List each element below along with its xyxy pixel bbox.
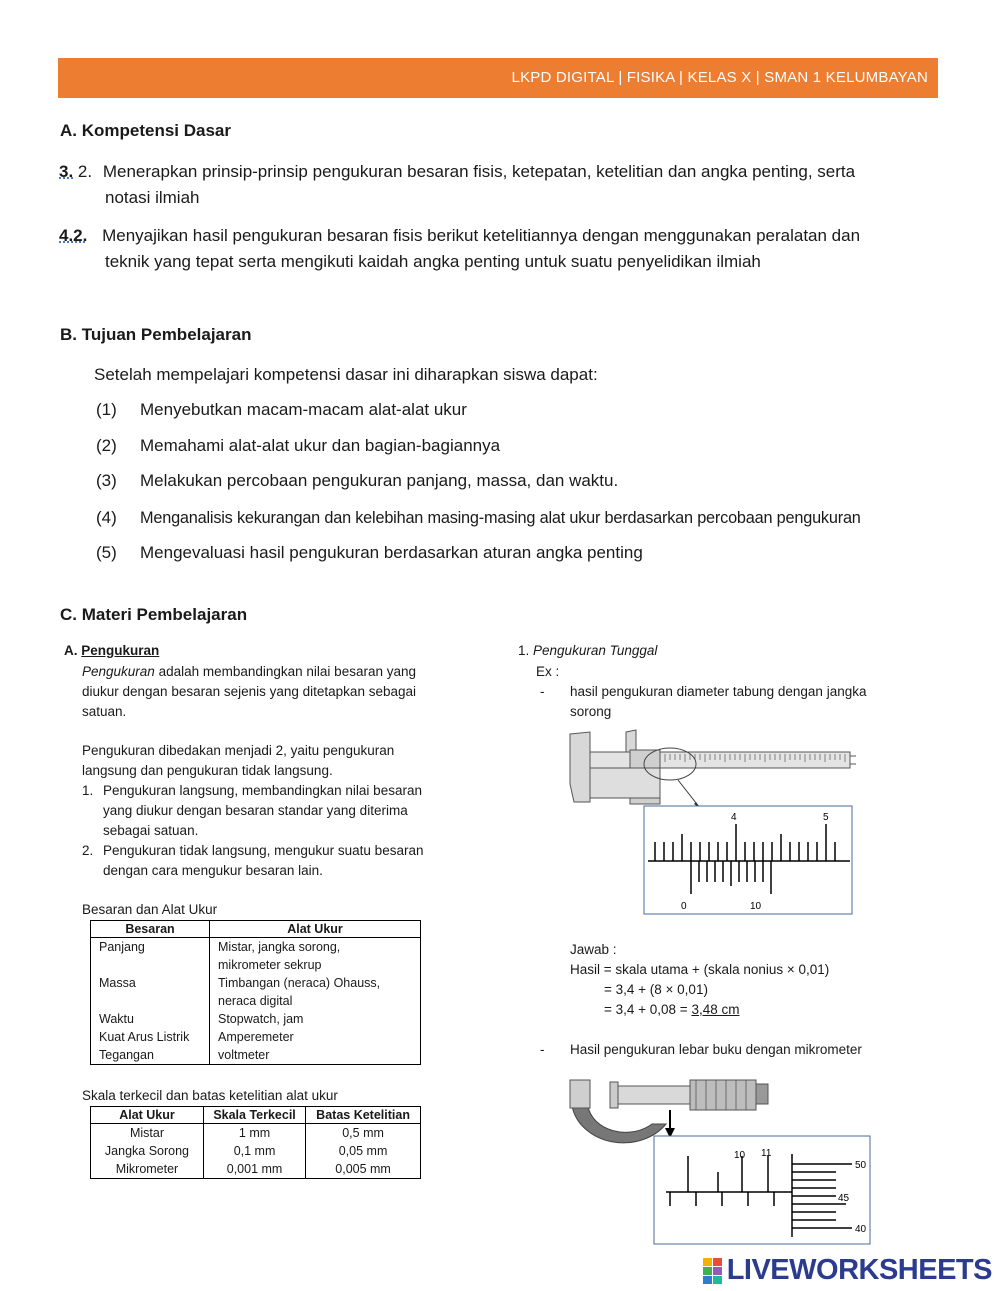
besaran-table: [90, 920, 421, 1065]
types-paragraph: [82, 741, 482, 781]
goal-num: (4): [96, 508, 117, 527]
sub-label: A.: [64, 643, 78, 658]
example-2: Hasil pengukuran lebar buku dengan mikrometer: [570, 1042, 862, 1057]
table-cell: Mistar, jangka sorong,: [210, 938, 421, 957]
table1-caption: Besaran dan Alat Ukur: [82, 902, 218, 917]
table-row: [91, 1124, 421, 1143]
kd-item-1: [59, 159, 855, 185]
vernier-caliper-illustration: [560, 724, 860, 920]
table-header: Alat Ukur: [91, 1107, 204, 1124]
table-cell: voltmeter: [210, 1046, 421, 1065]
table-cell: neraca digital: [210, 992, 421, 1010]
header-text: LKPD DIGITAL | FISIKA | KELAS X | SMAN 1 KELUMBAYAN: [511, 69, 928, 86]
dash: -: [540, 684, 545, 699]
pengukuran-tunggal-title: [518, 641, 657, 661]
caliper-upper-jaw-icon: [626, 730, 636, 752]
definition-paragraph: [82, 662, 482, 722]
list-text: sebagai satuan.: [103, 823, 199, 838]
thimble-label: 40: [855, 1224, 867, 1235]
table-row: [91, 1046, 421, 1065]
table-row: [91, 1160, 421, 1179]
table-cell: Tegangan: [91, 1046, 210, 1065]
list-num: 1.: [82, 783, 94, 798]
section-c-title: C. Materi Pembelajaran: [60, 605, 248, 624]
list-text: dengan cara mengukur besaran lain.: [103, 863, 323, 878]
header-bar: [58, 58, 938, 98]
table-header: Alat Ukur: [210, 921, 421, 938]
sub-title: Pengukuran: [81, 643, 160, 658]
sleeve-label: 11: [761, 1148, 772, 1159]
table-cell: Amperemeter: [210, 1028, 421, 1046]
table-cell: Kuat Arus Listrik: [91, 1028, 210, 1046]
kd-num: 3.: [59, 162, 74, 181]
right-title: Pengukuran Tunggal: [533, 643, 658, 658]
table-cell: 1 mm: [203, 1124, 305, 1143]
kd-text: Menerapkan prinsip-prinsip pengukuran besaran fisis, ketepatan, ketelitian dan angka penting, serta: [102, 162, 856, 181]
table-header: Skala Terkecil: [203, 1107, 305, 1124]
kd-text: Menyajikan hasil pengukuran besaran fisis berikut ketelitiannya dengan menggunakan peralatan dan: [102, 226, 861, 245]
jawab-label: Jawab :: [570, 942, 617, 957]
table-cell: 0,5 mm: [306, 1124, 421, 1143]
table-row: [91, 1010, 421, 1028]
nonius-label: 0: [681, 901, 687, 912]
micrometer-sleeve: [618, 1086, 690, 1104]
types-text: langsung dan pengukuran tidak langsung.: [82, 763, 333, 778]
thimble-label: 45: [838, 1193, 850, 1204]
list-num: 2.: [82, 843, 94, 858]
goal-num: (5): [96, 543, 117, 562]
table-cell: Mistar: [91, 1124, 204, 1143]
liveworksheets-logo[interactable]: [703, 1254, 992, 1287]
goal-num: (3): [96, 471, 117, 490]
main-label: 4: [731, 812, 737, 823]
skala-table: [90, 1106, 421, 1179]
dash: -: [540, 1042, 545, 1057]
list-text: Pengukuran langsung, membandingkan nilai besaran: [103, 783, 422, 798]
def-term: Pengukuran: [82, 664, 155, 679]
kd-sub: 2.: [77, 162, 93, 181]
micrometer-ratchet: [756, 1084, 768, 1104]
kd-num: 4.2.: [59, 226, 88, 245]
kd-item-1-cont: notasi ilmiah: [105, 188, 200, 207]
table-cell: [91, 992, 210, 1010]
section-a-title: A. Kompetensi Dasar: [60, 121, 231, 140]
ex-label: Ex :: [536, 664, 560, 679]
example-1: [570, 682, 866, 722]
table-row: [91, 938, 421, 957]
def-text: satuan.: [82, 704, 127, 719]
section-b-title: B. Tujuan Pembelajaran: [60, 325, 252, 344]
table-cell: Stopwatch, jam: [210, 1010, 421, 1028]
caliper-lower-body: [590, 768, 660, 798]
logo-blocks-icon: [703, 1258, 723, 1284]
goal-text: Menganalisis kekurangan dan kelebihan masing-masing alat ukur berdasarkan percobaan pengukuran: [140, 509, 861, 527]
nonius-label: 10: [750, 901, 762, 912]
types-text: Pengukuran dibedakan menjadi 2, yaitu pengukuran: [82, 743, 395, 758]
hasil-line: Hasil = skala utama + (skala nonius × 0,01): [570, 962, 830, 977]
table-row: [91, 974, 421, 992]
table-cell: [91, 956, 210, 974]
hasil-line: = 3,4 + (8 × 0,01): [604, 982, 708, 997]
table-header: Besaran: [91, 921, 210, 938]
example-text: hasil pengukuran diameter tabung dengan jangka: [570, 684, 867, 699]
vernier-zoom-box: [644, 806, 852, 914]
hasil-line: [604, 1000, 739, 1020]
table-row: [91, 956, 421, 974]
sleeve-label: 10: [734, 1150, 746, 1161]
table-cell: Jangka Sorong: [91, 1142, 204, 1160]
table-cell: 0,1 mm: [203, 1142, 305, 1160]
goal-num: (2): [96, 436, 117, 455]
goal-text: Mengevaluasi hasil pengukuran berdasarkan aturan angka penting: [140, 543, 643, 562]
example-text: sorong: [570, 704, 612, 719]
goal-text: Melakukan percobaan pengukuran panjang, massa, dan waktu.: [140, 471, 619, 490]
list-item: [103, 781, 422, 841]
thimble-label: 50: [855, 1160, 867, 1171]
table-row: [91, 1142, 421, 1160]
def-text: diukur dengan besaran sejenis yang ditetapkan sebagai: [82, 684, 416, 699]
table-cell: mikrometer sekrup: [210, 956, 421, 974]
hasil-answer: 3,48 cm: [691, 1002, 740, 1017]
goal-num: (1): [96, 400, 117, 419]
list-item: [103, 841, 423, 881]
table-cell: Panjang: [91, 938, 210, 957]
table-cell: Massa: [91, 974, 210, 992]
table2-caption: Skala terkecil dan batas ketelitian alat ukur: [82, 1088, 338, 1103]
table-cell: Mikrometer: [91, 1160, 204, 1179]
logo-text: LIVEWORKSHEETS: [726, 1254, 992, 1286]
goal-text: Memahami alat-alat ukur dan bagian-bagiannya: [140, 436, 501, 455]
kd-item-2-cont: teknik yang tepat serta mengikuti kaidah angka penting untuk suatu penyelidikan ilmiah: [105, 252, 761, 271]
table-cell: 0,005 mm: [306, 1160, 421, 1179]
table-header: Batas Ketelitian: [306, 1107, 421, 1124]
micrometer-illustration: [566, 1072, 876, 1248]
materi-subtitle: [64, 641, 159, 661]
micrometer-anvil: [570, 1080, 590, 1108]
goal-text: Menyebutkan macam-macam alat-alat ukur: [140, 400, 467, 419]
right-num: 1.: [518, 643, 530, 658]
hasil-text: = 3,4 + 0,08 =: [604, 1002, 692, 1017]
micrometer-frame-icon: [572, 1106, 666, 1143]
def-text: adalah membandingkan nilai besaran yang: [154, 664, 416, 679]
table-row: [91, 992, 421, 1010]
main-label: 5: [823, 812, 829, 823]
section-b-intro: Setelah mempelajari kompetensi dasar ini diharapkan siswa dapat:: [94, 365, 598, 384]
table-row: [91, 1028, 421, 1046]
table-cell: 0,001 mm: [203, 1160, 305, 1179]
table-cell: 0,05 mm: [306, 1142, 421, 1160]
table-cell: Waktu: [91, 1010, 210, 1028]
list-text: yang diukur dengan besaran standar yang diterima: [103, 803, 408, 818]
list-text: Pengukuran tidak langsung, mengukur suatu besaran: [103, 843, 424, 858]
kd-item-2: [59, 223, 860, 249]
table-cell: Timbangan (neraca) Ohauss,: [210, 974, 421, 992]
